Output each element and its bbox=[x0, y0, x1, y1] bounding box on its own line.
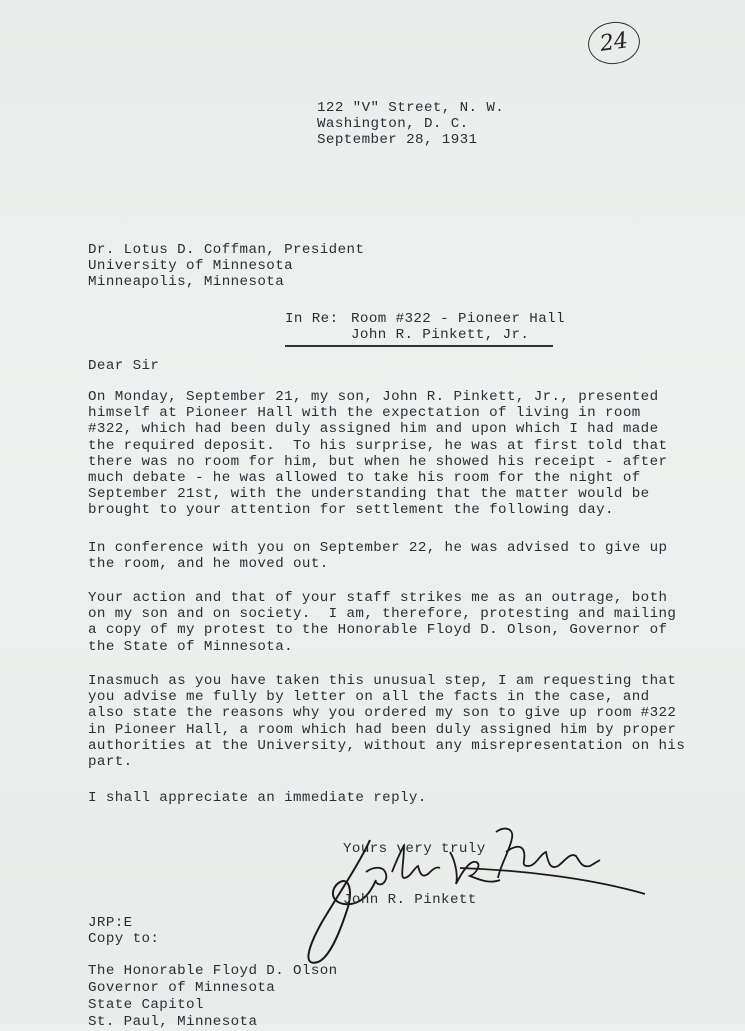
closing: Yours very truly bbox=[343, 841, 486, 857]
reference-label: In Re: bbox=[285, 311, 339, 327]
cc-line-2: Governor of Minnesota bbox=[88, 980, 276, 996]
typist-initials: JRP:E bbox=[88, 915, 133, 931]
copy-to-label: Copy to: bbox=[88, 931, 160, 947]
recipient-city: Minneapolis, Minnesota bbox=[88, 274, 285, 290]
recipient-name: Dr. Lotus D. Coffman, President bbox=[88, 242, 365, 258]
reference-subject-line2: John R. Pinkett, Jr. bbox=[351, 327, 530, 343]
salutation: Dear Sir bbox=[88, 358, 160, 374]
paragraph-5: I shall appreciate an immediate reply. bbox=[88, 790, 427, 806]
reference-subject-line1: Room #322 - Pioneer Hall bbox=[351, 311, 565, 327]
paragraph-2: In conference with you on September 22, he was advised to give up the room, and he moved out. bbox=[88, 540, 668, 573]
cc-line-4: St. Paul, Minnesota bbox=[88, 1014, 258, 1030]
return-address bbox=[317, 100, 504, 148]
typed-signature-name: John R. Pinkett bbox=[343, 892, 477, 908]
recipient-address bbox=[88, 242, 364, 290]
page-number: 24 bbox=[585, 19, 642, 68]
paragraph-4: Inasmuch as you have taken this unusual step, I am requesting that you advise me fully by letter on all the facts in the case, and also state the reasons why you ordered my son to give up room #322 in Pioneer Hall, a room which had been duly assigned him by proper authorities at the University, without any misrepresentation on his part. bbox=[88, 673, 686, 771]
cc-address bbox=[88, 963, 338, 1031]
paragraph-3: Your action and that of your staff strikes me as an outrage, both on my son and on society. I am, therefore, protesting and mailing a copy of my protest to the Honorable Floyd D. Olson, Governor of the State of Minnesota. bbox=[88, 590, 677, 655]
cc-line-3: State Capitol bbox=[88, 997, 204, 1013]
return-city: Washington, D. C. bbox=[317, 116, 469, 132]
return-street: 122 "V" Street, N. W. bbox=[317, 100, 505, 116]
paragraph-1: On Monday, September 21, my son, John R. Pinkett, Jr., presented himself at Pioneer Hall with the expectation of living in room #322, which had been duly assigned him and upon which I had made the required deposit. To his surprise, he was at first told that there was no room for him, but when he showed his receipt - after much debate - he was allowed to take his room for the night of September 21st, with the understanding that the matter would be brought to your attention for settlement the following day. bbox=[88, 389, 668, 519]
recipient-organization: University of Minnesota bbox=[88, 258, 294, 274]
reference-underline bbox=[285, 345, 553, 347]
letter-date: September 28, 1931 bbox=[317, 132, 478, 148]
cc-line-1: The Honorable Floyd D. Olson bbox=[88, 963, 338, 979]
